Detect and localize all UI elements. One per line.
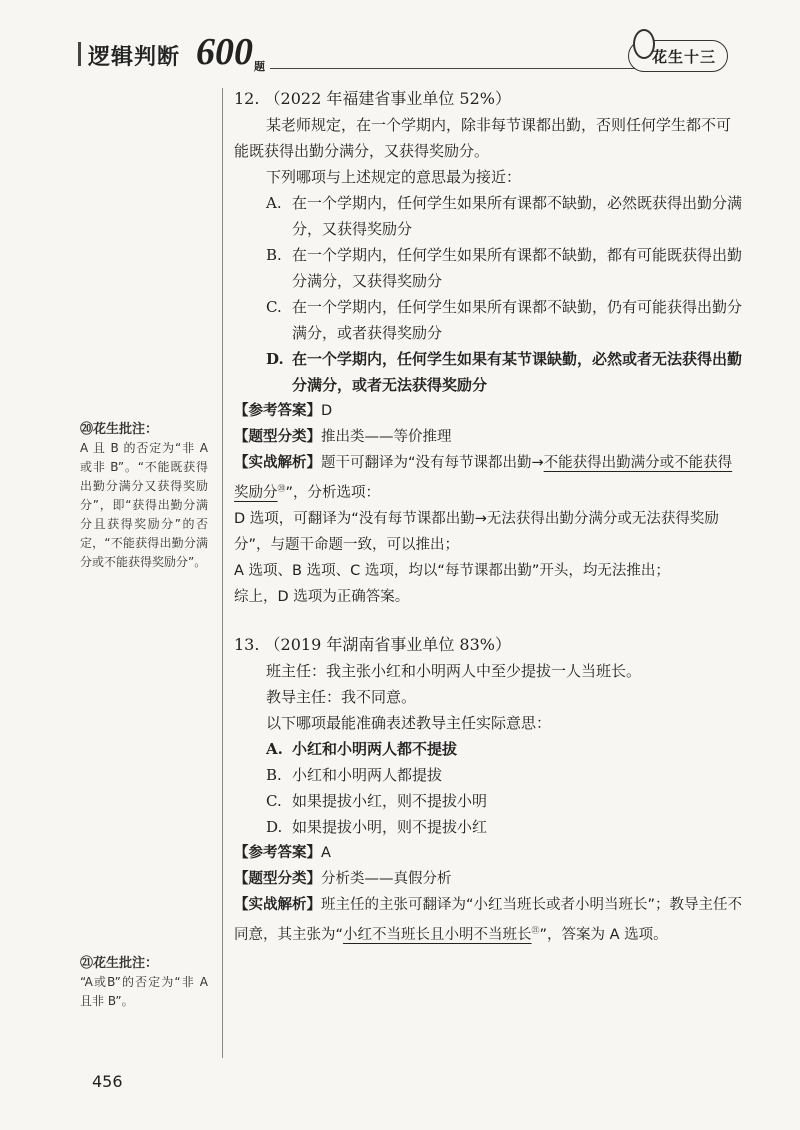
option-label: C. [266, 791, 282, 810]
note-marker-21: ㉑ [531, 925, 540, 935]
question-13-option-b [234, 762, 744, 788]
analysis-text: 题干可翻译为“没有每节课都出勤→ [321, 455, 544, 471]
question-13-analysis [234, 892, 744, 948]
analysis-underlined: 小红不当班长且小明不当班长 [343, 926, 532, 943]
page-number: 456 [92, 1072, 123, 1091]
option-text: 如果提拔小明，则不提拔小红 [292, 817, 488, 836]
answer-value: A [321, 844, 331, 861]
book-title: 逻辑判断 [88, 45, 181, 70]
option-text: 小红和小明两人都提拔 [292, 765, 443, 784]
question-13-heading: 13. （2019 年湖南省事业单位 83%） [234, 634, 511, 654]
question-12-stem: 某老师规定，在一个学期内，除非每节课都出勤，否则任何学生都不可能既获得出勤分满分，又获得奖励分。 [234, 116, 732, 160]
question-12-prompt: 下列哪项与上述规定的意思最为接近： [266, 168, 522, 186]
book-title-suffix: 题 [254, 60, 265, 73]
question-13-stem-1: 班主任：我主张小红和小明两人中至少提拔一人当班长。 [266, 661, 642, 680]
question-12-option-b [234, 242, 744, 294]
note-body: “A或B”的否定为“非 A 且非 B”。 [80, 975, 208, 1008]
question-12-conclusion: 综上，D 选项为正确答案。 [234, 588, 410, 605]
question-13-prompt: 以下哪项最能准确表述教导主任实际意思： [266, 713, 552, 732]
option-label: A. [266, 739, 283, 758]
option-label: A. [266, 194, 282, 212]
question-12-analysis [234, 450, 744, 506]
answer-tag: 【参考答案】 [234, 844, 321, 861]
question-13-option-d [234, 814, 744, 840]
question-13-option-a [234, 736, 744, 762]
question-12-option-a [234, 190, 744, 242]
type-value: 推出类——等价推理 [321, 429, 452, 445]
option-text: 小红和小明两人都不提拔 [292, 739, 458, 758]
margin-note-21 [80, 954, 220, 1011]
option-label: B. [266, 765, 282, 784]
note-marker-20: ⑳ [277, 484, 286, 493]
option-text: 在一个学期内，任何学生如果所有课都不缺勤，都有可能既获得出勤分满分，又获得奖励分 [292, 246, 743, 290]
option-text: 在一个学期内，任何学生如果有某节课缺勤，必然或者无法获得出勤分满分，或者无法获得奖励分 [292, 350, 743, 394]
question-12-analysis-d: D 选项，可翻译为“没有每节课都出勤→无法获得出勤分满分或无法获得奖励分”，与题干命题一致，可以推出； [234, 510, 719, 553]
analysis-tag: 【实战解析】 [234, 455, 321, 471]
question-12-heading: 12. （2022 年福建省事业单位 52%） [234, 89, 511, 108]
question-12-analysis-abc: A 选项、B 选项、C 选项，均以“每节课都出勤”开头，均无法推出； [234, 562, 670, 579]
margin-divider [222, 88, 223, 1058]
main-content [234, 86, 744, 948]
note-title: ㉑花生批注： [80, 956, 159, 971]
question-12-answer [234, 398, 744, 424]
option-label: D. [266, 350, 284, 368]
question-13-option-c [234, 788, 744, 814]
note-title: ⑳花生批注： [80, 422, 159, 437]
option-label: B. [266, 246, 282, 264]
margin-note-20 [80, 420, 220, 572]
type-value: 分析类——真假分析 [321, 870, 452, 887]
note-body: A 且 B 的否定为“非 A 或非 B”。“不能既获得出勤分满分又获得奖励分”，即“获得出勤分满分且获得奖励分”的否定，“不能获得出勤分满分或不能获得奖励分”。 [80, 441, 208, 569]
type-tag: 【题型分类】 [234, 870, 321, 887]
option-text: 如果提拔小红，则不提拔小明 [292, 791, 488, 810]
option-label: D. [266, 817, 283, 836]
question-13-stem-2: 教导主任：我不同意。 [266, 687, 417, 706]
option-text: 在一个学期内，任何学生如果所有课都不缺勤，必然既获得出勤分满分，又获得奖励分 [292, 194, 743, 238]
question-12-type [234, 424, 744, 450]
question-13-type [234, 866, 744, 892]
analysis-text-end: ”，答案为 A 选项。 [539, 926, 668, 943]
book-title-number: 600 [196, 31, 253, 73]
option-text: 在一个学期内，任何学生如果所有课都不缺勤，仍有可能获得出勤分满分，或者获得奖励分 [292, 298, 743, 342]
answer-value: D [321, 403, 333, 419]
question-12-option-d [234, 346, 744, 398]
analysis-text: 班主任的主张可翻译为“小红当班长或者小明当班长”；教导主任不同意，其主张为“ [234, 896, 743, 943]
question-12-option-c [234, 294, 744, 346]
option-label: C. [266, 298, 282, 316]
logo-text: 花生十三 [651, 47, 716, 66]
answer-tag: 【参考答案】 [234, 403, 321, 419]
question-13-answer [234, 840, 744, 866]
header-bar [78, 42, 81, 66]
analysis-tag: 【实战解析】 [234, 896, 321, 913]
type-tag: 【题型分类】 [234, 429, 321, 445]
analysis-underlined: 不能获得出勤满分或不能获得奖励分 [234, 455, 733, 501]
peanut-logo [628, 40, 728, 72]
analysis-text-end: ”，分析选项： [285, 484, 381, 501]
